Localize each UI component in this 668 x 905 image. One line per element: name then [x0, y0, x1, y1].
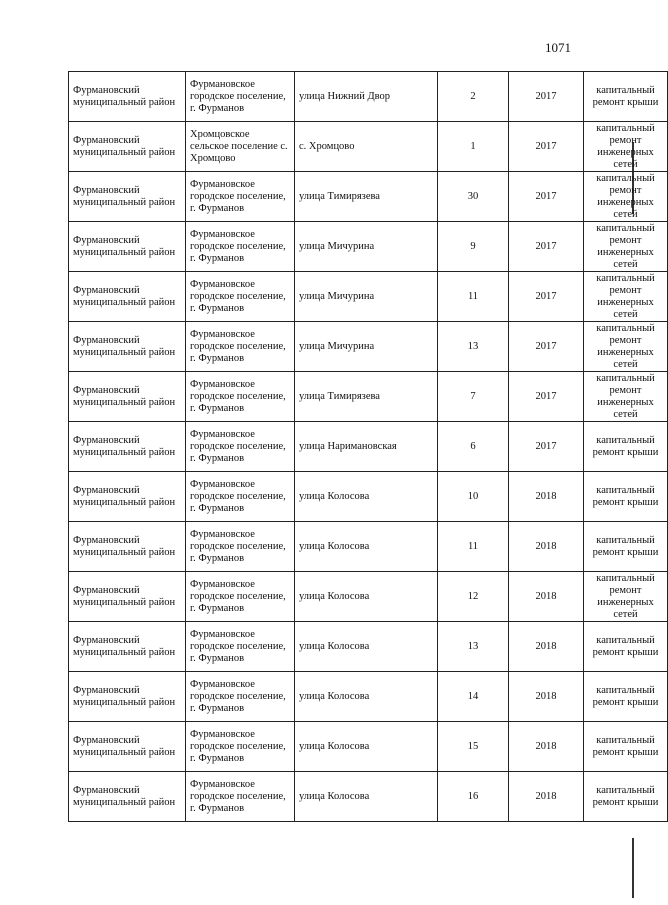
year-cell: 2018	[509, 522, 584, 572]
district-cell: Фурмановский муниципальный район	[69, 722, 186, 772]
year-cell: 2018	[509, 672, 584, 722]
work-type-cell: капитальный ремонт инженерных сетей	[584, 222, 668, 272]
table-row	[69, 472, 668, 522]
district-cell: Фурмановский муниципальный район	[69, 772, 186, 822]
table-row	[69, 572, 668, 622]
house-number-cell: 11	[438, 522, 509, 572]
district-cell: Фурмановский муниципальный район	[69, 72, 186, 122]
table-row	[69, 622, 668, 672]
table-row	[69, 372, 668, 422]
work-type-cell: капитальный ремонт крыши	[584, 72, 668, 122]
table-row	[69, 222, 668, 272]
street-cell: улица Мичурина	[295, 222, 438, 272]
settlement-cell: Фурмановское городское поселение, г. Фурманов	[186, 672, 295, 722]
house-number-cell: 11	[438, 272, 509, 322]
table-row	[69, 72, 668, 122]
district-cell: Фурмановский муниципальный район	[69, 222, 186, 272]
district-cell: Фурмановский муниципальный район	[69, 572, 186, 622]
street-cell: улица Колосова	[295, 472, 438, 522]
year-cell: 2017	[509, 422, 584, 472]
street-cell: улица Наримановская	[295, 422, 438, 472]
settlement-cell: Фурмановское городское поселение, г. Фурманов	[186, 572, 295, 622]
page-number: 1071	[545, 40, 571, 55]
house-number-cell: 13	[438, 322, 509, 372]
district-cell: Фурмановский муниципальный район	[69, 172, 186, 222]
settlement-cell: Хромцовское сельское поселение с. Хромцово	[186, 122, 295, 172]
street-cell: улица Колосова	[295, 622, 438, 672]
house-number-cell: 14	[438, 672, 509, 722]
district-cell: Фурмановский муниципальный район	[69, 372, 186, 422]
street-cell: улица Колосова	[295, 722, 438, 772]
district-cell: Фурмановский муниципальный район	[69, 122, 186, 172]
work-type-cell: капитальный ремонт крыши	[584, 672, 668, 722]
settlement-cell: Фурмановское городское поселение, г. Фурманов	[186, 772, 295, 822]
house-number-cell: 7	[438, 372, 509, 422]
year-cell: 2017	[509, 172, 584, 222]
house-number-cell: 13	[438, 622, 509, 672]
work-type-cell: капитальный ремонт инженерных сетей	[584, 272, 668, 322]
year-cell: 2017	[509, 272, 584, 322]
year-cell: 2018	[509, 722, 584, 772]
district-cell: Фурмановский муниципальный район	[69, 422, 186, 472]
year-cell: 2018	[509, 472, 584, 522]
year-cell: 2017	[509, 122, 584, 172]
district-cell: Фурмановский муниципальный район	[69, 522, 186, 572]
settlement-cell: Фурмановское городское поселение, г. Фурманов	[186, 322, 295, 372]
year-cell: 2018	[509, 622, 584, 672]
table-row	[69, 522, 668, 572]
district-cell: Фурмановский муниципальный район	[69, 622, 186, 672]
district-cell: Фурмановский муниципальный район	[69, 672, 186, 722]
year-cell: 2017	[509, 322, 584, 372]
settlement-cell: Фурмановское городское поселение, г. Фурманов	[186, 72, 295, 122]
work-type-cell: капитальный ремонт инженерных сетей	[584, 372, 668, 422]
settlement-cell: Фурмановское городское поселение, г. Фурманов	[186, 222, 295, 272]
table-row	[69, 272, 668, 322]
table-row	[69, 722, 668, 772]
year-cell: 2017	[509, 222, 584, 272]
house-number-cell: 10	[438, 472, 509, 522]
work-type-cell: капитальный ремонт крыши	[584, 772, 668, 822]
district-cell: Фурмановский муниципальный район	[69, 472, 186, 522]
work-type-cell: капитальный ремонт инженерных сетей	[584, 172, 668, 222]
work-type-cell: капитальный ремонт инженерных сетей	[584, 572, 668, 622]
house-number-cell: 1	[438, 122, 509, 172]
settlement-cell: Фурмановское городское поселение, г. Фурманов	[186, 722, 295, 772]
table-row	[69, 772, 668, 822]
work-type-cell: капитальный ремонт крыши	[584, 472, 668, 522]
street-cell: улица Колосова	[295, 522, 438, 572]
year-cell: 2017	[509, 372, 584, 422]
street-cell: улица Мичурина	[295, 322, 438, 372]
work-type-cell: капитальный ремонт крыши	[584, 522, 668, 572]
house-number-cell: 16	[438, 772, 509, 822]
work-type-cell: капитальный ремонт крыши	[584, 422, 668, 472]
house-number-cell: 15	[438, 722, 509, 772]
settlement-cell: Фурмановское городское поселение, г. Фурманов	[186, 372, 295, 422]
settlement-cell: Фурмановское городское поселение, г. Фурманов	[186, 272, 295, 322]
house-number-cell: 6	[438, 422, 509, 472]
year-cell: 2018	[509, 772, 584, 822]
district-cell: Фурмановский муниципальный район	[69, 272, 186, 322]
district-cell: Фурмановский муниципальный район	[69, 322, 186, 372]
street-cell: улица Колосова	[295, 672, 438, 722]
settlement-cell: Фурмановское городское поселение, г. Фурманов	[186, 472, 295, 522]
table-row	[69, 322, 668, 372]
street-cell: улица Тимирязева	[295, 372, 438, 422]
settlement-cell: Фурмановское городское поселение, г. Фурманов	[186, 522, 295, 572]
street-cell: улица Колосова	[295, 772, 438, 822]
settlement-cell: Фурмановское городское поселение, г. Фурманов	[186, 422, 295, 472]
street-cell: улица Тимирязева	[295, 172, 438, 222]
settlement-cell: Фурмановское городское поселение, г. Фурманов	[186, 622, 295, 672]
street-cell: с. Хромцово	[295, 122, 438, 172]
work-type-cell: капитальный ремонт инженерных сетей	[584, 322, 668, 372]
table-row	[69, 122, 668, 172]
year-cell: 2018	[509, 572, 584, 622]
table-body	[69, 72, 668, 822]
work-type-cell: капитальный ремонт инженерных сетей	[584, 122, 668, 172]
table-row	[69, 422, 668, 472]
scan-margin-mark	[632, 838, 634, 898]
house-number-cell: 30	[438, 172, 509, 222]
house-number-cell: 2	[438, 72, 509, 122]
house-number-cell: 9	[438, 222, 509, 272]
table-row	[69, 172, 668, 222]
settlement-cell: Фурмановское городское поселение, г. Фурманов	[186, 172, 295, 222]
work-type-cell: капитальный ремонт крыши	[584, 622, 668, 672]
table-row	[69, 672, 668, 722]
house-number-cell: 12	[438, 572, 509, 622]
street-cell: улица Колосова	[295, 572, 438, 622]
street-cell: улица Нижний Двор	[295, 72, 438, 122]
year-cell: 2017	[509, 72, 584, 122]
street-cell: улица Мичурина	[295, 272, 438, 322]
work-type-cell: капитальный ремонт крыши	[584, 722, 668, 772]
repair-schedule-table	[68, 71, 668, 822]
